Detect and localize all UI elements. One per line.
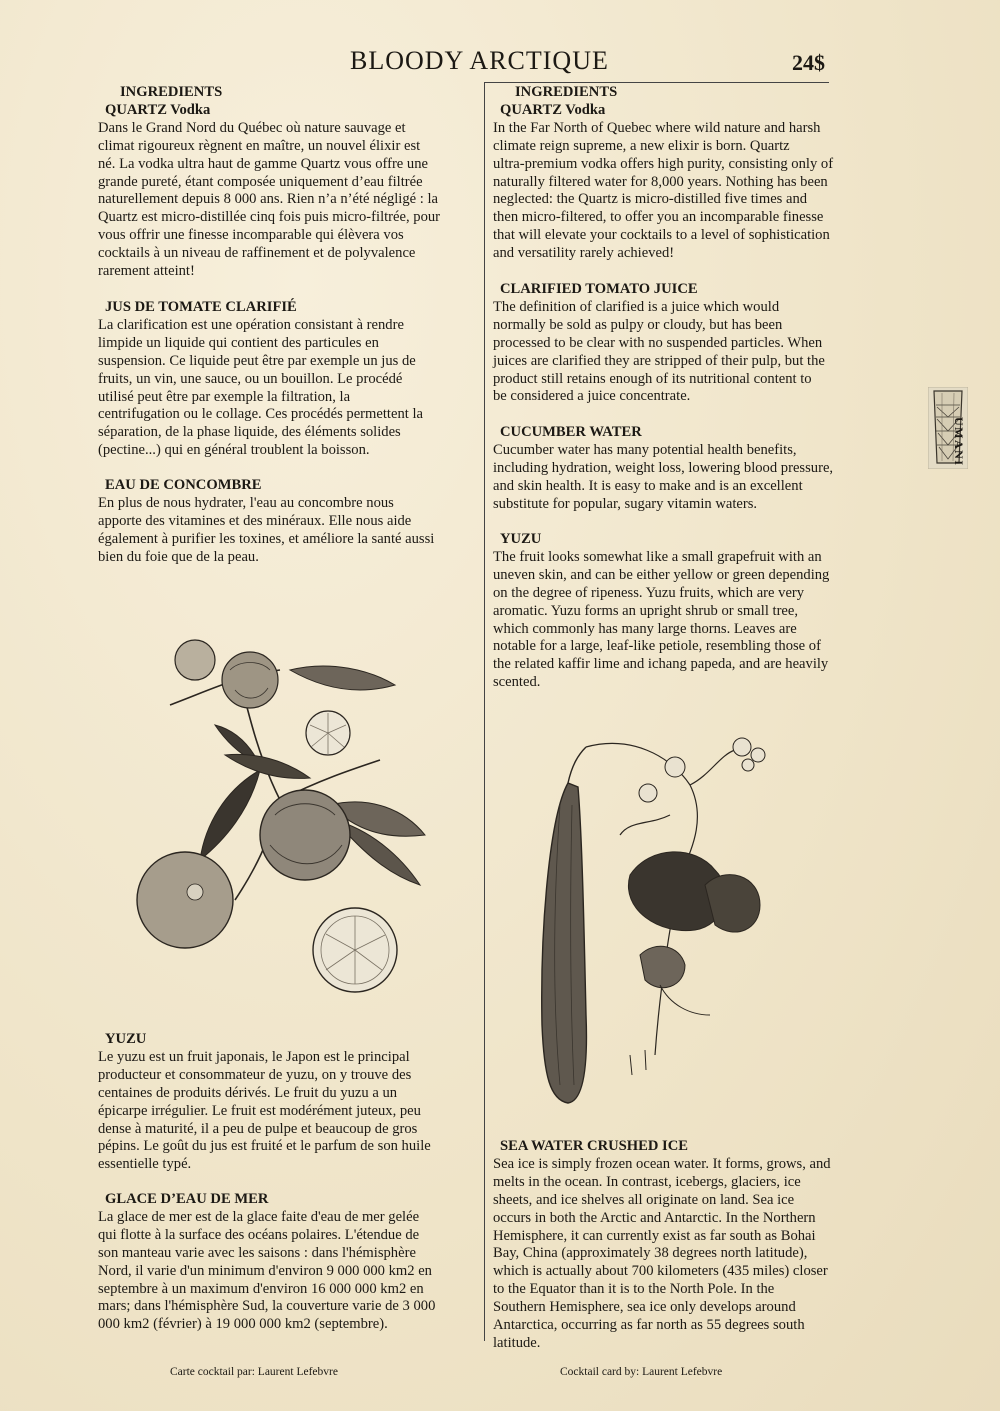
body-line: La glace de mer est de la glace faite d'eau de mer gelée xyxy=(98,1208,420,1225)
body-line: that will elevate your cocktails to a level of sophistication xyxy=(493,227,830,244)
body-line: In the Far North of Quebec where wild nature and harsh xyxy=(493,119,821,136)
section-body xyxy=(493,1156,875,1353)
body-line: utilisé peut être par exemple la filtration, la xyxy=(98,388,351,405)
body-line: climat rigoureux règnent en maître, un nouvel élixir est xyxy=(98,137,421,154)
body-line: Cucumber water has many potential health benefits, xyxy=(493,441,797,458)
body-line: scented. xyxy=(493,674,541,691)
cucumber-illustration xyxy=(520,725,780,1110)
body-line: ultra-premium vodka offers high purity, consisting only of xyxy=(493,155,834,172)
body-line: uneven skin, and can be either yellow or green depending xyxy=(493,566,830,583)
body-line: centrifugation ou le collage. Ces procédés permettent la xyxy=(98,406,423,423)
ice-section-fr xyxy=(98,1191,480,1334)
body-line: Southern Hemisphere, sea ice only develops around xyxy=(493,1299,796,1316)
body-line: dense à maturité, il a peu de pulpe et beaucoup de gros xyxy=(98,1120,418,1137)
body-line: qui flotte à la surface des océans polaires. L'étendue de xyxy=(98,1226,420,1243)
price: 24$ xyxy=(792,50,825,75)
body-line: The definition of clarified is a juice which would xyxy=(493,298,780,315)
section-body xyxy=(493,299,875,406)
body-line: naturellement depuis 8 000 ans. Rien n’a n’été négligé : la xyxy=(98,191,439,208)
body-line: including hydration, weight loss, lowering blood pressure, xyxy=(493,459,834,476)
body-line: également à purifier les toxines, et améliore la santé aussi xyxy=(98,530,435,547)
body-line: aromatic. Yuzu forms an upright shrub or small tree, xyxy=(493,602,799,619)
body-line: Antarctica, occurring as far north as 55 degrees south xyxy=(493,1317,805,1334)
footer-credit-fr: Carte cocktail par: Laurent Lefebvre xyxy=(170,1366,338,1378)
body-line: naturally filtered water for 8,000 years. Nothing has been xyxy=(493,173,828,190)
body-line: be considered a juice concentrate. xyxy=(493,388,691,405)
body-line: which is actually about 700 kilometers (435 miles) closer xyxy=(493,1263,828,1280)
body-line: Le yuzu est un fruit japonais, le Japon est le principal xyxy=(98,1048,410,1065)
body-line: (pectine...) qui en général troublent la boisson. xyxy=(98,442,370,459)
yuzu-section-en xyxy=(493,531,875,692)
section-body xyxy=(98,317,480,460)
body-line: the related kaffir lime and ichang papeda, and are heavily xyxy=(493,656,829,673)
section-heading: QUARTZ Vodka xyxy=(500,101,606,118)
body-line: and skin health. It is easy to make and is an excellent xyxy=(493,477,803,494)
body-line: En plus de nous hydrater, l'eau au concombre nous xyxy=(98,494,394,511)
ingredients-heading: INGREDIENTS xyxy=(515,84,618,100)
page-title: BLOODY ARCTIQUE xyxy=(350,46,609,75)
body-line: neglected: the Quartz is micro-distilled five times and xyxy=(493,191,808,208)
body-line: pépins. Le goût du jus est fruité et le parfum de son huile xyxy=(98,1138,431,1155)
section-heading: CUCUMBER WATER xyxy=(500,424,642,440)
body-line: son manteau varie avec les saisons : dans l'hémisphère xyxy=(98,1244,416,1261)
body-line: climate reign supreme, a new elixir is born. Quartz xyxy=(493,137,790,154)
section-body xyxy=(98,120,480,281)
body-line: product still retains enough of its nutritional content to xyxy=(493,370,812,387)
title-rule xyxy=(484,82,829,83)
body-line: Hemisphere, it can currently exist as far south as Bohai xyxy=(493,1227,816,1244)
body-line: to the Equator than it is to the North Pole. In the xyxy=(493,1281,775,1298)
body-line: notable for a large, leaf-like petiole, resembling those of xyxy=(493,638,821,655)
body-line: grande pureté, étant composée uniquement d’eau filtrée xyxy=(98,173,423,190)
vodka-section-en xyxy=(493,84,875,263)
body-line: essentielle typé. xyxy=(98,1156,192,1173)
section-heading: QUARTZ Vodka xyxy=(105,101,211,118)
section-body xyxy=(493,120,875,263)
body-line: né. La vodka ultra haut de gamme Quartz vous offre une xyxy=(98,155,428,172)
footer-credit-en: Cocktail card by: Laurent Lefebvre xyxy=(560,1366,723,1378)
body-line: and versatility rarely achieved! xyxy=(493,245,675,262)
body-line: Quartz est micro-distillée cinq fois puis micro-filtrée, pour xyxy=(98,209,441,226)
body-line: occurs in both the Arctic and Antarctic. In the Northern xyxy=(493,1209,816,1226)
body-line: centaines de produits dérivés. Le fruit du yuzu a un xyxy=(98,1084,398,1101)
section-heading: YUZU xyxy=(105,1031,147,1047)
section-body xyxy=(98,1049,480,1174)
body-line: sheets, and ice shelves all originate on land. Sea ice xyxy=(493,1191,795,1208)
body-line: substitute for popular, sugary vitamin waters. xyxy=(493,495,758,512)
cucumber-section-en xyxy=(493,424,875,514)
body-line: séparation, de la phase liquide, des éléments solides xyxy=(98,424,401,441)
ice-section-en xyxy=(493,1138,875,1353)
body-line: Bay, China (approximately 38 degrees north latitude), xyxy=(493,1245,808,1262)
section-body xyxy=(98,495,480,567)
section-body xyxy=(493,549,875,692)
section-body xyxy=(493,442,875,514)
section-heading: YUZU xyxy=(500,531,542,547)
body-line: then micro-filtered, to offer you an incomparable finesse xyxy=(493,209,824,226)
yuzu-illustration xyxy=(130,630,470,1020)
body-line: septembre à un maximum d'environ 16 000 000 km2 en xyxy=(98,1280,424,1297)
side-tab xyxy=(928,387,1000,469)
body-line: rarement atteint! xyxy=(98,263,195,280)
body-line: The fruit looks somewhat like a small grapefruit with an xyxy=(493,548,822,565)
body-line: épicarpe irrégulier. Le fruit est modérément juteux, peu xyxy=(98,1102,421,1119)
body-line: 000 km2 (février) à 19 000 000 km2 (septembre). xyxy=(98,1316,388,1333)
body-line: melts in the ocean. In contrast, icebergs, glaciers, ice xyxy=(493,1173,801,1190)
section-heading: SEA WATER CRUSHED ICE xyxy=(500,1138,689,1154)
section-body xyxy=(98,1209,480,1334)
body-line: cocktails à un niveau de raffinement et de polyvalence xyxy=(98,245,416,262)
section-heading: CLARIFIED TOMATO JUICE xyxy=(500,281,698,297)
yuzu-section-fr xyxy=(98,1031,480,1174)
body-line: La clarification est une opération consistant à rendre xyxy=(98,316,404,333)
body-line: suspension. Ce liquide peut être par exemple un jus de xyxy=(98,352,416,369)
section-heading: EAU DE CONCOMBRE xyxy=(105,477,262,493)
body-line: Nord, il varie d'un minimum d'environ 9 000 000 km2 en xyxy=(98,1262,432,1279)
body-line: on the degree of ripeness. Yuzu fruits, which are very xyxy=(493,584,805,601)
body-line: processed to be clear with no suspended particles. When xyxy=(493,334,823,351)
section-heading: JUS DE TOMATE CLARIFIÉ xyxy=(105,299,297,315)
side-tab-label: UMANI xyxy=(952,417,966,467)
body-line: which commonly has many large thorns. Leaves are xyxy=(493,620,797,637)
ingredients-heading: INGREDIENTS xyxy=(120,84,223,100)
tomato-section-fr xyxy=(98,299,480,460)
cucumber-section-fr xyxy=(98,477,480,567)
body-line: latitude. xyxy=(493,1334,541,1351)
body-line: vous offrir une finesse incomparable qui élèvera vos xyxy=(98,227,404,244)
body-line: Dans le Grand Nord du Québec où nature sauvage et xyxy=(98,119,406,136)
tomato-section-en xyxy=(493,281,875,406)
body-line: Sea ice is simply frozen ocean water. It forms, grows, and xyxy=(493,1155,831,1172)
body-line: limpide un liquide qui contient des particules en xyxy=(98,334,379,351)
body-line: normally be sold as pulpy or cloudy, but has been xyxy=(493,316,783,333)
vodka-section-fr xyxy=(98,84,480,281)
body-line: juices are clarified they are stripped of their pulp, but the xyxy=(493,352,825,369)
body-line: apporte des vitamines et des minéraux. Elle nous aide xyxy=(98,512,412,529)
body-line: fruits, un vin, une sauce, ou un bouillon. Le procédé xyxy=(98,370,403,387)
column-divider xyxy=(484,83,485,1341)
body-line: mars; dans l'hémisphère Sud, la couverture varie de 3 000 xyxy=(98,1298,436,1315)
body-line: producteur et consommateur de yuzu, on y trouve des xyxy=(98,1066,412,1083)
body-line: bien du foie que de la peau. xyxy=(98,548,259,565)
section-heading: GLACE D’EAU DE MER xyxy=(105,1191,269,1207)
